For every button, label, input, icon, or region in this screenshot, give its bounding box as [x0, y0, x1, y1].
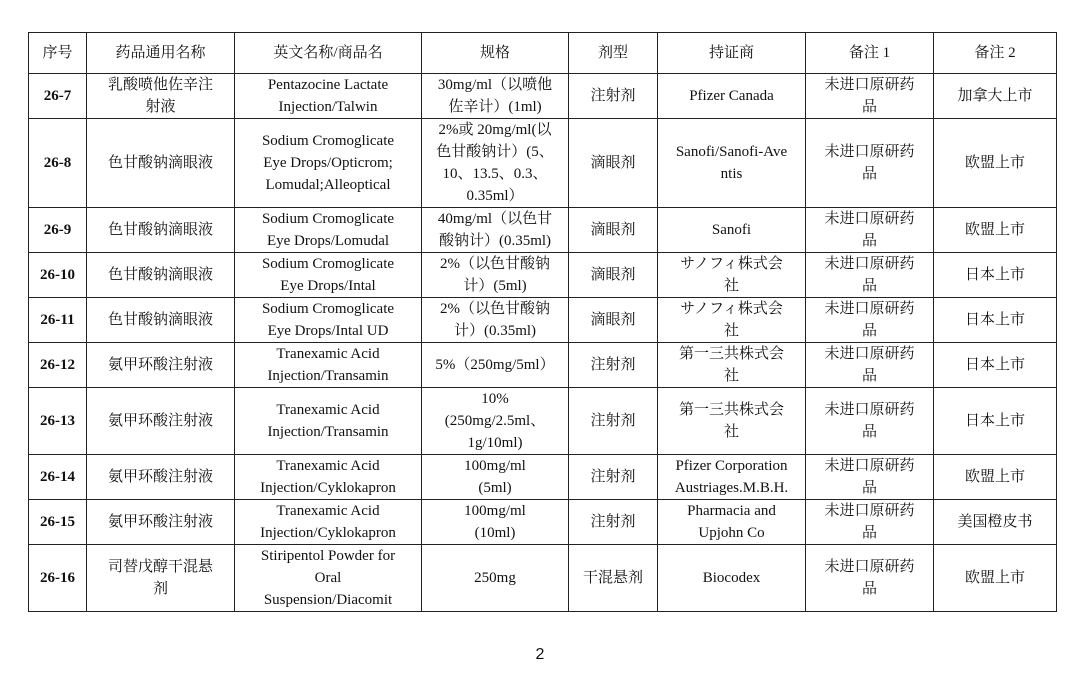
license-holder-cell — [658, 500, 806, 545]
remark-2-text: 欧盟上市 — [964, 469, 1025, 485]
english-name-cell — [235, 119, 422, 208]
specification-text: 40mg/ml（以色甘 酸钠计）(0.35ml) — [437, 211, 553, 249]
specification-cell — [422, 253, 569, 298]
drug-table — [28, 32, 1057, 612]
specification-text: 2%（以色甘酸钠 计）(5ml) — [440, 256, 550, 294]
row-id-cell — [29, 74, 87, 119]
row-id-text: 26-8 — [43, 155, 72, 171]
specification-text: 2%或 20mg/ml(以 色甘酸钠计）(5、 10、13.5、0.3、 0.35ml） — [436, 122, 554, 204]
dosage-form-text: 注射剂 — [590, 514, 636, 530]
row-id-text: 26-12 — [40, 357, 75, 373]
remark-1-cell — [806, 74, 934, 119]
header-cell: 持证商 — [658, 33, 806, 74]
remark-2-text: 日本上市 — [964, 357, 1025, 373]
specification-text: 100mg/ml (10ml) — [464, 503, 526, 541]
remark-1-cell — [806, 119, 934, 208]
english-name-cell — [235, 208, 422, 253]
table-row — [29, 298, 1057, 343]
generic-name-text: 氨甲环酸注射液 — [107, 514, 213, 530]
dosage-form-text: 注射剂 — [590, 357, 636, 373]
english-name-cell — [235, 253, 422, 298]
english-name-cell — [235, 298, 422, 343]
license-holder-cell — [658, 388, 806, 455]
remark-2-cell — [934, 119, 1057, 208]
license-holder-cell — [658, 253, 806, 298]
remark-1-cell — [806, 545, 934, 612]
row-id-text: 26-7 — [43, 88, 72, 104]
remark-1-text: 未进口原研药 品 — [824, 301, 915, 339]
specification-cell — [422, 119, 569, 208]
remark-1-cell — [806, 455, 934, 500]
remark-2-text: 日本上市 — [964, 267, 1025, 283]
license-holder-text: 第一三共株式会 社 — [678, 346, 784, 384]
row-id-cell — [29, 545, 87, 612]
specification-cell — [422, 455, 569, 500]
generic-name-cell — [87, 545, 235, 612]
remark-1-cell — [806, 253, 934, 298]
dosage-form-cell — [569, 343, 658, 388]
dosage-form-cell — [569, 253, 658, 298]
specification-cell — [422, 500, 569, 545]
row-id-text: 26-10 — [40, 267, 75, 283]
generic-name-cell — [87, 388, 235, 455]
generic-name-cell — [87, 253, 235, 298]
dosage-form-cell — [569, 74, 658, 119]
license-holder-text: サノフィ株式会 社 — [680, 301, 783, 339]
table-row — [29, 388, 1057, 455]
dosage-form-text: 滴眼剂 — [590, 222, 636, 238]
generic-name-text: 色甘酸钠滴眼液 — [107, 267, 213, 283]
generic-name-cell — [87, 208, 235, 253]
remark-2-text: 欧盟上市 — [964, 155, 1025, 171]
row-id-cell — [29, 500, 87, 545]
remark-2-cell — [934, 500, 1057, 545]
remark-2-text: 欧盟上市 — [964, 222, 1025, 238]
specification-text: 10% (250mg/2.5ml、 1g/10ml) — [444, 391, 546, 451]
specification-text: 2%（以色甘酸钠 计）(0.35ml) — [440, 301, 550, 339]
dosage-form-cell — [569, 119, 658, 208]
license-holder-text: Pfizer Canada — [689, 88, 774, 104]
remark-2-cell — [934, 545, 1057, 612]
license-holder-cell — [658, 119, 806, 208]
remark-1-text: 未进口原研药 品 — [824, 503, 915, 541]
row-id-text: 26-15 — [40, 514, 75, 530]
dosage-form-cell — [569, 545, 658, 612]
table-row — [29, 253, 1057, 298]
header-row — [29, 33, 1057, 74]
remark-1-cell — [806, 388, 934, 455]
generic-name-cell — [87, 119, 235, 208]
row-id-cell — [29, 298, 87, 343]
license-holder-text: Sanofi — [711, 222, 752, 238]
dosage-form-text: 注射剂 — [590, 88, 636, 104]
remark-1-text: 未进口原研药 品 — [824, 346, 915, 384]
specification-cell — [422, 545, 569, 612]
generic-name-text: 色甘酸钠滴眼液 — [107, 222, 213, 238]
row-id-text: 26-11 — [40, 312, 75, 328]
table-body — [29, 74, 1057, 612]
specification-text: 100mg/ml (5ml) — [464, 458, 526, 496]
remark-2-text: 日本上市 — [964, 413, 1025, 429]
remark-2-cell — [934, 388, 1057, 455]
english-name-cell — [235, 343, 422, 388]
remark-1-text: 未进口原研药 品 — [824, 458, 915, 496]
page-number: 2 — [535, 646, 545, 663]
license-holder-text: サノフィ株式会 社 — [680, 256, 783, 294]
license-holder-cell — [658, 343, 806, 388]
generic-name-text: 氨甲环酸注射液 — [107, 357, 213, 373]
dosage-form-text: 注射剂 — [590, 413, 636, 429]
english-name-cell — [235, 74, 422, 119]
row-id-text: 26-14 — [40, 469, 75, 485]
remark-1-text: 未进口原研药 品 — [824, 256, 915, 294]
license-holder-text: Sanofi/Sanofi-Ave ntis — [675, 144, 788, 182]
header-cell: 备注 2 — [934, 33, 1057, 74]
specification-cell — [422, 298, 569, 343]
table-row — [29, 455, 1057, 500]
dosage-form-cell — [569, 388, 658, 455]
remark-1-text: 未进口原研药 品 — [824, 77, 915, 115]
generic-name-text: 色甘酸钠滴眼液 — [107, 312, 213, 328]
remark-1-text: 未进口原研药 品 — [824, 144, 915, 182]
generic-name-cell — [87, 500, 235, 545]
remark-1-text: 未进口原研药 品 — [824, 402, 915, 440]
license-holder-text: Pharmacia and Upjohn Co — [687, 503, 776, 541]
remark-1-cell — [806, 500, 934, 545]
remark-2-cell — [934, 208, 1057, 253]
header-cell: 英文名称/商品名 — [235, 33, 422, 74]
dosage-form-text: 干混悬剂 — [582, 570, 643, 586]
generic-name-cell — [87, 455, 235, 500]
remark-2-text: 加拿大上市 — [957, 88, 1033, 104]
specification-cell — [422, 208, 569, 253]
remark-1-cell — [806, 208, 934, 253]
table-row — [29, 343, 1057, 388]
english-name-cell — [235, 455, 422, 500]
license-holder-cell — [658, 208, 806, 253]
table-row — [29, 500, 1057, 545]
remark-2-cell — [934, 253, 1057, 298]
table-row — [29, 119, 1057, 208]
remark-1-text: 未进口原研药 品 — [824, 559, 915, 597]
english-name-text: Sodium Cromoglicate Eye Drops/Lomudal — [261, 211, 395, 249]
dosage-form-cell — [569, 208, 658, 253]
dosage-form-text: 滴眼剂 — [590, 312, 636, 328]
specification-cell — [422, 388, 569, 455]
english-name-text: Pentazocine Lactate Injection/Talwin — [267, 77, 389, 115]
dosage-form-text: 滴眼剂 — [590, 267, 636, 283]
header-cell: 剂型 — [569, 33, 658, 74]
remark-1-cell — [806, 298, 934, 343]
license-holder-cell — [658, 298, 806, 343]
english-name-text: Tranexamic Acid Injection/Transamin — [267, 346, 389, 384]
remark-1-text: 未进口原研药 品 — [824, 211, 915, 249]
remark-2-text: 日本上市 — [964, 312, 1025, 328]
remark-1-cell — [806, 343, 934, 388]
header-cell: 备注 1 — [806, 33, 934, 74]
row-id-cell — [29, 343, 87, 388]
generic-name-text: 氨甲环酸注射液 — [107, 469, 213, 485]
generic-name-text: 乳酸喷他佐辛注 射液 — [107, 77, 213, 115]
remark-2-text: 欧盟上市 — [964, 570, 1025, 586]
license-holder-text: 第一三共株式会 社 — [678, 402, 784, 440]
header-cell: 规格 — [422, 33, 569, 74]
specification-cell — [422, 343, 569, 388]
english-name-cell — [235, 500, 422, 545]
remark-2-cell — [934, 455, 1057, 500]
row-id-cell — [29, 208, 87, 253]
english-name-cell — [235, 388, 422, 455]
header-cell: 药品通用名称 — [87, 33, 235, 74]
specification-text: 5%（250mg/5ml） — [435, 357, 555, 373]
english-name-text: Tranexamic Acid Injection/Cyklokapron — [260, 458, 396, 496]
dosage-form-text: 滴眼剂 — [590, 155, 636, 171]
license-holder-text: Pfizer Corporation Austriages.M.B.H. — [674, 458, 789, 496]
header-cell: 序号 — [29, 33, 87, 74]
english-name-text: Sodium Cromoglicate Eye Drops/Opticrom; Lomudal;Alleoptical — [261, 133, 395, 193]
english-name-text: Sodium Cromoglicate Eye Drops/Intal UD — [261, 301, 395, 339]
dosage-form-cell — [569, 298, 658, 343]
row-id-cell — [29, 455, 87, 500]
english-name-text: Tranexamic Acid Injection/Cyklokapron — [260, 503, 396, 541]
dosage-form-cell — [569, 500, 658, 545]
table-row — [29, 208, 1057, 253]
dosage-form-cell — [569, 455, 658, 500]
remark-2-text: 美国橙皮书 — [957, 514, 1033, 530]
license-holder-cell — [658, 455, 806, 500]
remark-2-cell — [934, 298, 1057, 343]
row-id-cell — [29, 388, 87, 455]
specification-text: 250mg — [474, 570, 516, 586]
license-holder-cell — [658, 545, 806, 612]
row-id-text: 26-16 — [40, 570, 75, 586]
generic-name-cell — [87, 74, 235, 119]
generic-name-cell — [87, 298, 235, 343]
license-holder-text: Biocodex — [702, 570, 761, 586]
remark-2-cell — [934, 343, 1057, 388]
generic-name-text: 司替戊醇干混悬 剂 — [107, 559, 213, 597]
generic-name-text: 色甘酸钠滴眼液 — [107, 155, 213, 171]
english-name-text: Stiripentol Powder for Oral Suspension/Diacomit — [260, 548, 396, 608]
specification-cell — [422, 74, 569, 119]
english-name-cell — [235, 545, 422, 612]
row-id-text: 26-9 — [43, 222, 72, 238]
table-row — [29, 74, 1057, 119]
table-row — [29, 545, 1057, 612]
remark-2-cell — [934, 74, 1057, 119]
specification-text: 30mg/ml（以喷他 佐辛计）(1ml) — [437, 77, 553, 115]
generic-name-cell — [87, 343, 235, 388]
row-id-cell — [29, 119, 87, 208]
english-name-text: Sodium Cromoglicate Eye Drops/Intal — [261, 256, 395, 294]
row-id-cell — [29, 253, 87, 298]
row-id-text: 26-13 — [40, 413, 75, 429]
generic-name-text: 氨甲环酸注射液 — [107, 413, 213, 429]
license-holder-cell — [658, 74, 806, 119]
english-name-text: Tranexamic Acid Injection/Transamin — [267, 402, 389, 440]
dosage-form-text: 注射剂 — [590, 469, 636, 485]
